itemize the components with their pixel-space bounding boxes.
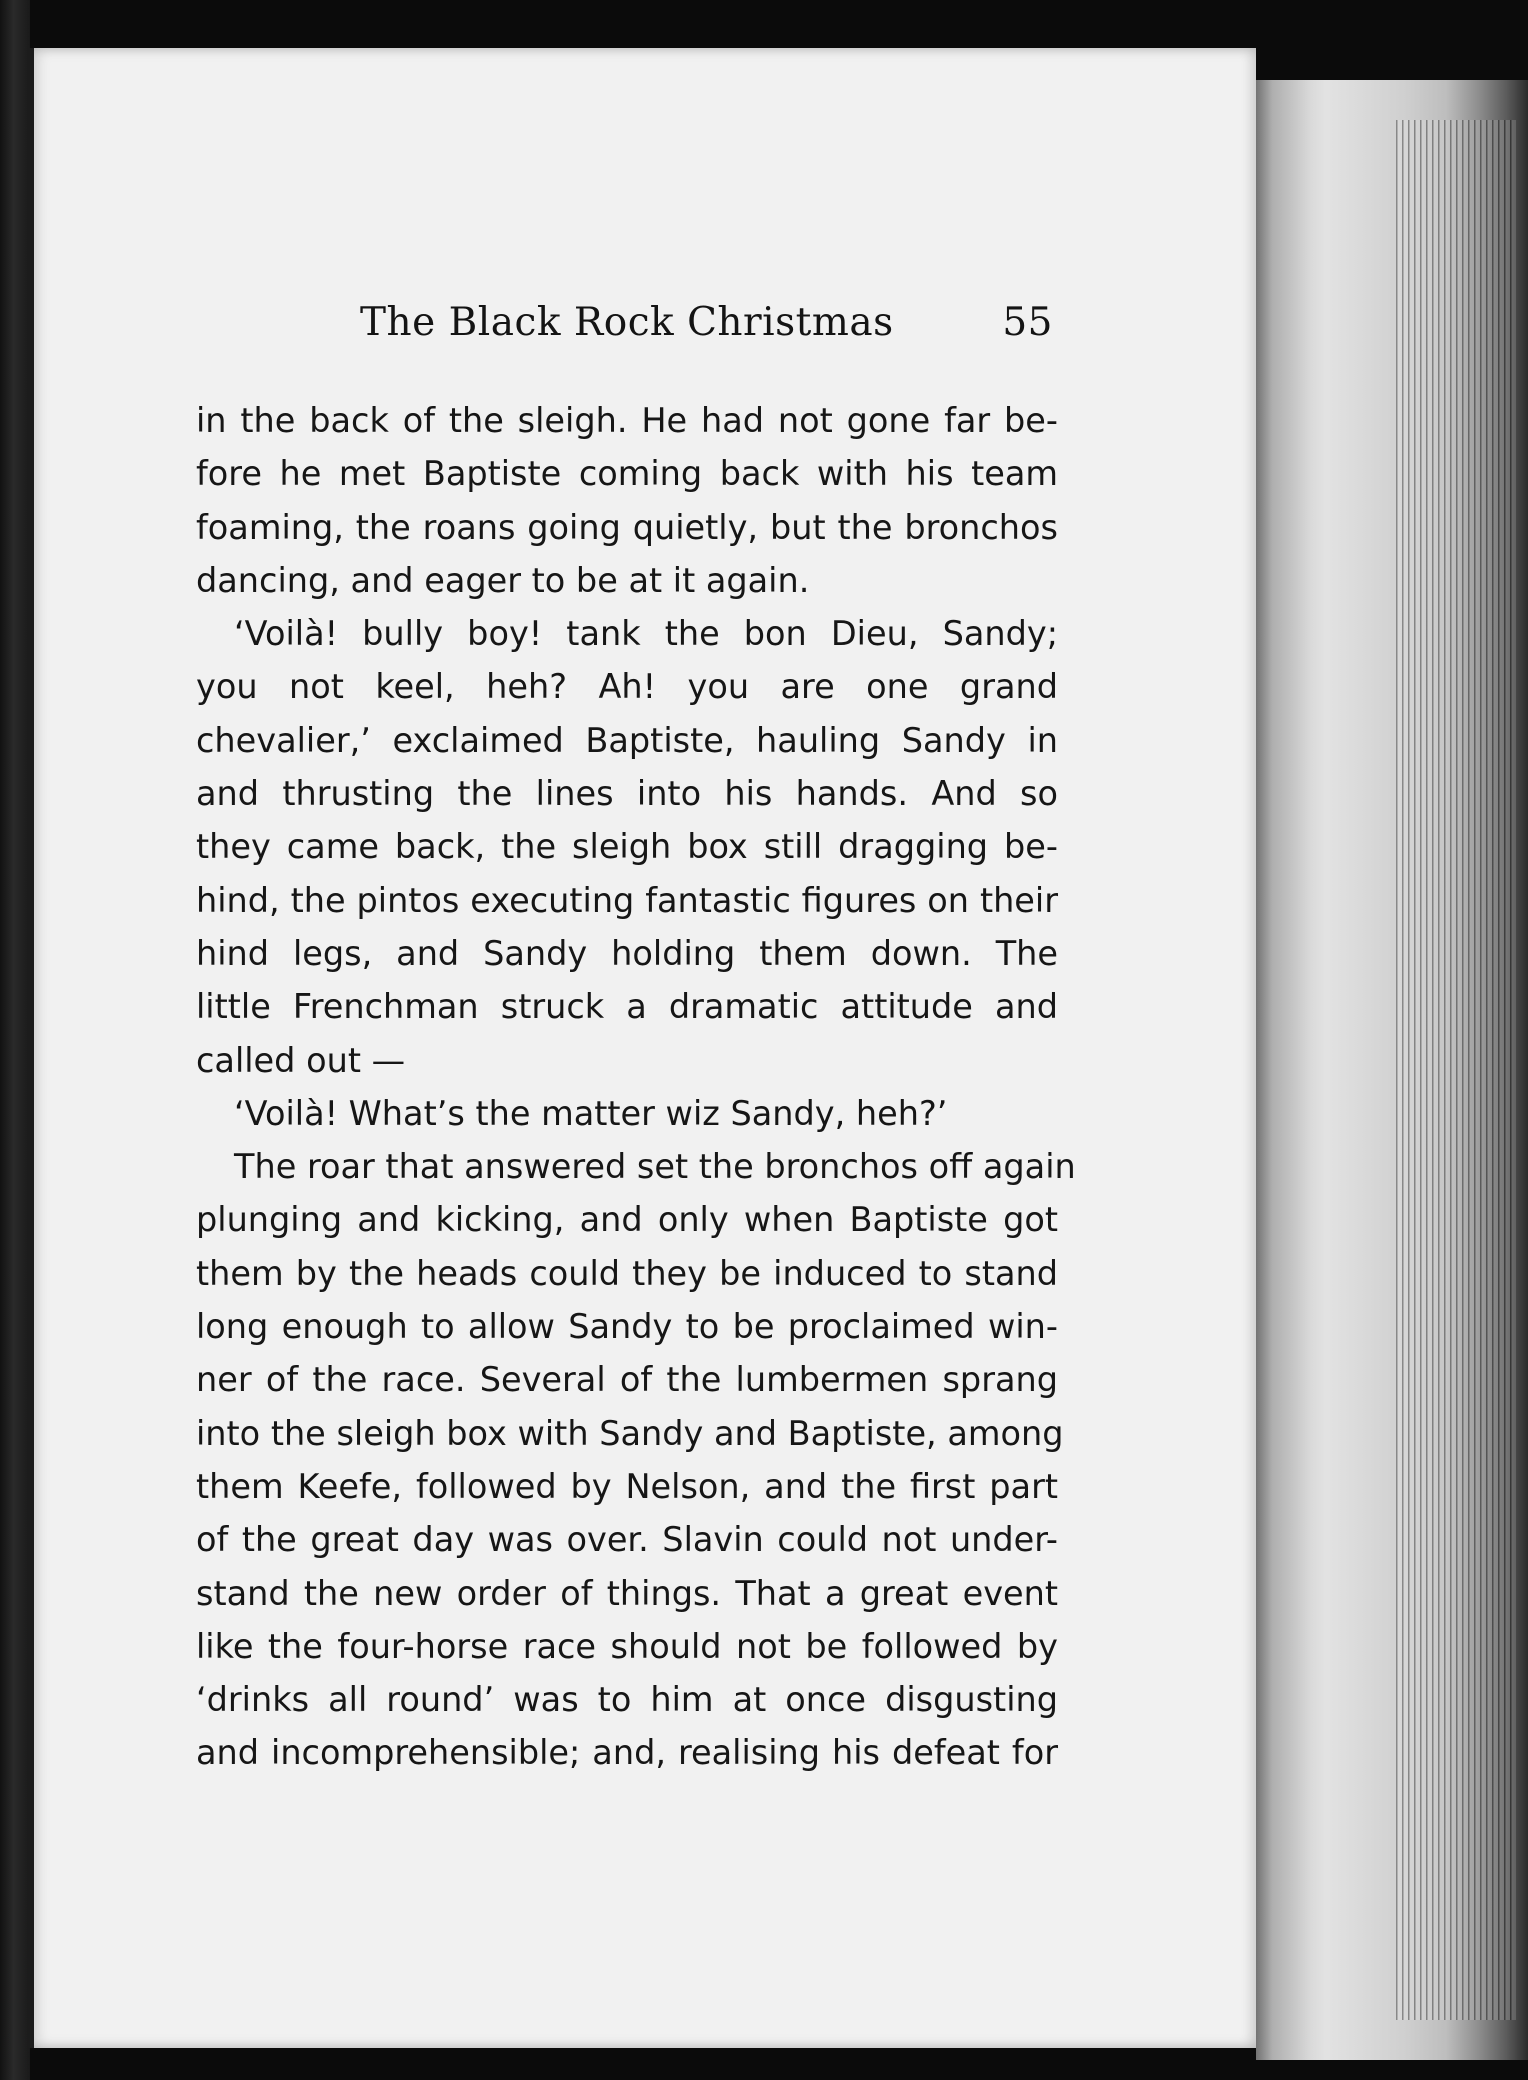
page-edge-shadow — [1256, 80, 1326, 2060]
text-line: called out — — [196, 1040, 406, 1080]
text-line: you not keel, heh? Ah! you are one grand — [196, 667, 1058, 707]
running-header — [360, 300, 1060, 360]
text-line: them by the heads could they be induced to stand — [196, 1253, 1058, 1293]
page-number: 55 — [1002, 300, 1053, 345]
page-edges — [1256, 80, 1528, 2060]
text-line: long enough to allow Sandy to be proclaimed win- — [196, 1307, 1058, 1347]
text-line: little Frenchman struck a dramatic attitude and — [196, 987, 1058, 1027]
text-line: ‘drinks all round’ was to him at once disgusting — [196, 1680, 1058, 1720]
text-line: hind legs, and Sandy holding them down. The — [196, 933, 1058, 973]
text-line: chevalier,’ exclaimed Baptiste, hauling Sandy in — [196, 720, 1058, 760]
text-line: The roar that answered set the bronchos off again — [234, 1147, 1076, 1187]
text-line: fore he met Baptiste coming back with his team — [196, 454, 1058, 494]
text-line: foaming, the roans going quietly, but the bronchos — [196, 507, 1058, 547]
book-binding — [0, 0, 30, 2080]
text-line: they came back, the sleigh box still dragging be- — [196, 827, 1058, 867]
page-edge-lines — [1396, 120, 1516, 2020]
text-line: them Keefe, followed by Nelson, and the first part — [196, 1466, 1058, 1506]
text-line: stand the new order of things. That a great event — [196, 1573, 1058, 1613]
text-line: and incomprehensible; and, realising his defeat for — [196, 1733, 1058, 1773]
text-line: and thrusting the lines into his hands. And so — [196, 774, 1058, 814]
text-line: like the four-horse race should not be followed by — [196, 1626, 1058, 1666]
text-line: into the sleigh box with Sandy and Baptiste, among — [196, 1413, 1064, 1453]
text-line: ‘Voilà! bully boy! tank the bon Dieu, Sandy; — [234, 614, 1058, 654]
text-line: hind, the pintos executing fantastic figures on their — [196, 880, 1058, 920]
text-line: dancing, and eager to be at it again. — [196, 560, 810, 600]
text-line: in the back of the sleigh. He had not gone far be- — [196, 401, 1058, 440]
text-line: of the great day was over. Slavin could not under- — [196, 1520, 1058, 1560]
running-title: The Black Rock Christmas — [360, 300, 894, 345]
text-line: ‘Voilà! What’s the matter wiz Sandy, heh?’ — [234, 1093, 948, 1133]
text-line: plunging and kicking, and only when Baptiste got — [196, 1200, 1058, 1240]
body-text — [196, 394, 1076, 1780]
text-line: ner of the race. Several of the lumbermen sprang — [196, 1360, 1058, 1400]
